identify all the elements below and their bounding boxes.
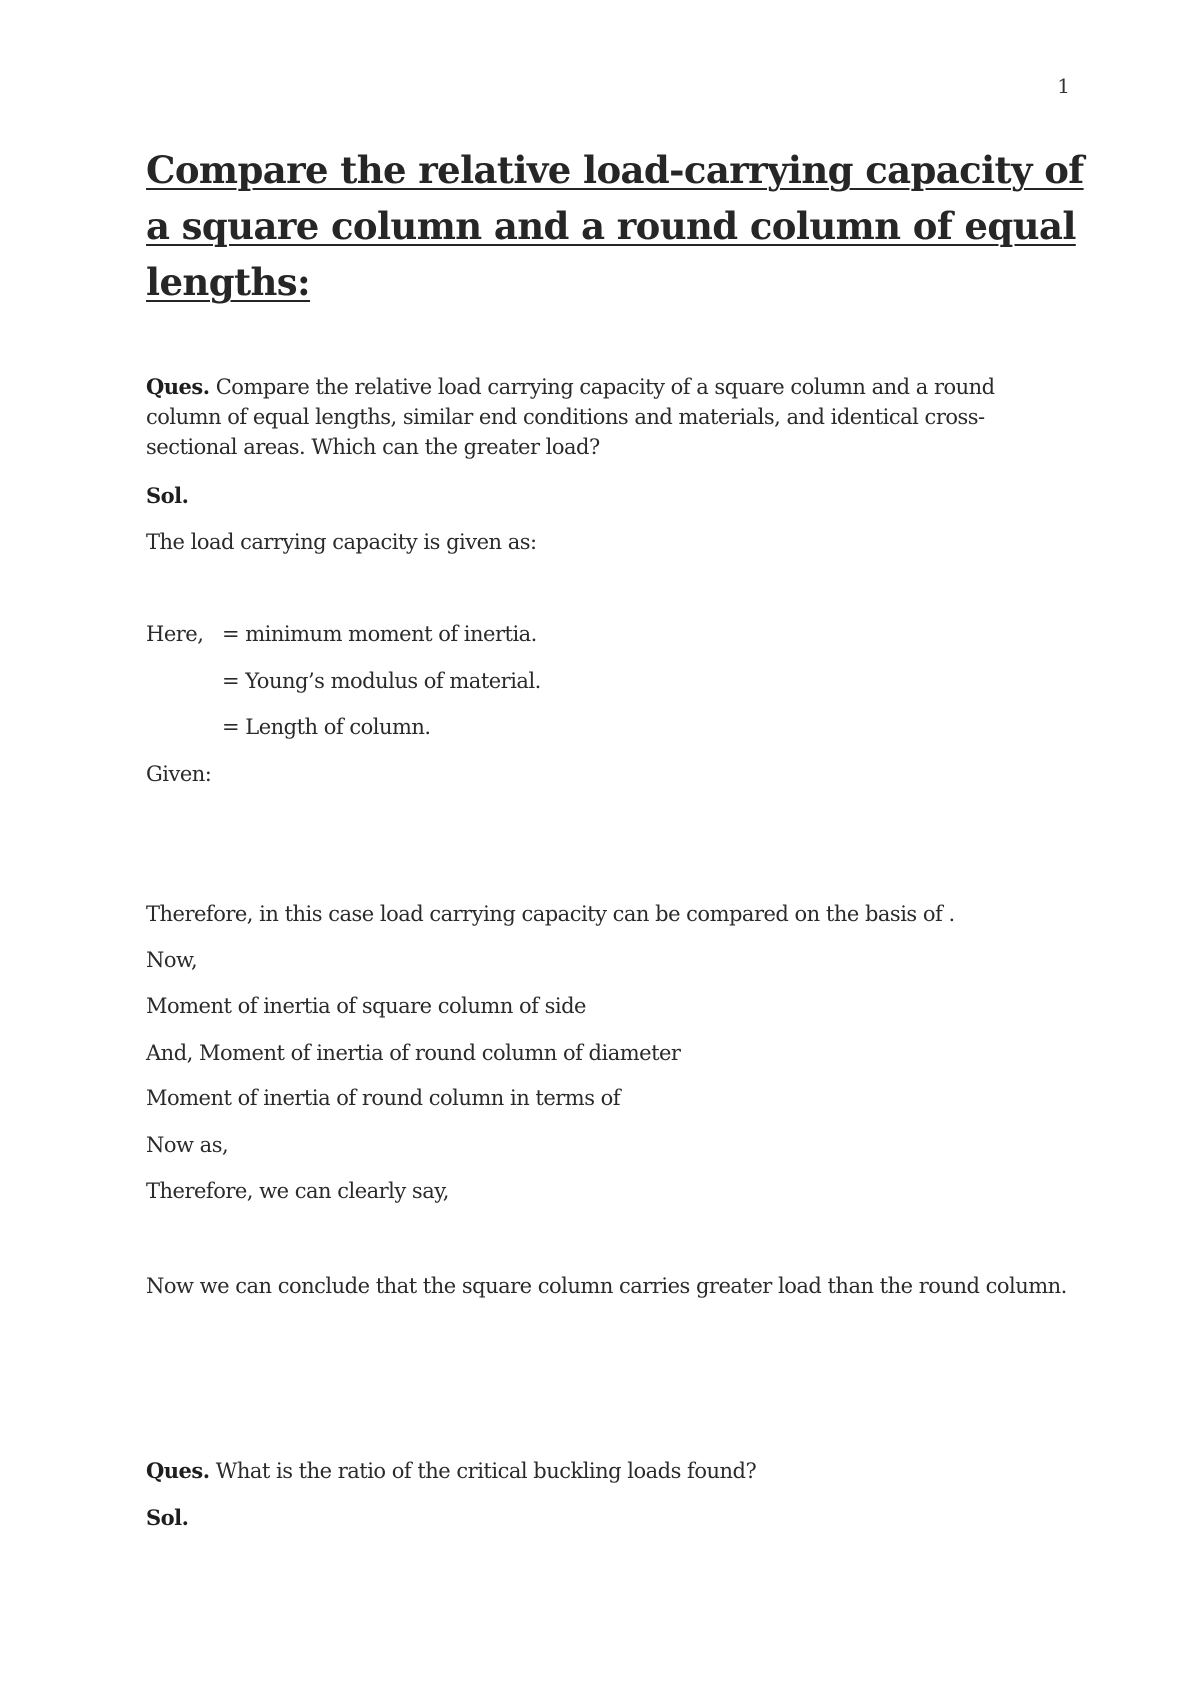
question-2-text: What is the ratio of the critical buckling loads found?	[209, 1459, 757, 1483]
question-2	[146, 1456, 756, 1486]
page-number: 1	[1057, 74, 1070, 98]
given-label: Given:	[146, 762, 212, 786]
moi-square-line: Moment of inertia of square column of side	[146, 994, 586, 1018]
solution-2-label: Sol.	[146, 1505, 189, 1530]
capacity-given-line: The load carrying capacity is given as:	[146, 530, 537, 554]
definition-young-modulus: = Young’s modulus of material.	[222, 669, 541, 693]
question-2-label: Ques.	[146, 1458, 210, 1483]
conclusion-line: Now we can conclude that the square column carries greater load than the round column.	[146, 1274, 1067, 1298]
now-as-line: Now as,	[146, 1133, 229, 1157]
moi-round-line: And, Moment of inertia of round column of diameter	[146, 1041, 681, 1065]
definition-length: = Length of column.	[222, 715, 431, 739]
question-1-label: Ques.	[146, 374, 210, 399]
moi-round-terms-line: Moment of inertia of round column in terms of	[146, 1086, 621, 1110]
definition-inertia: = minimum moment of inertia.	[222, 622, 537, 646]
question-1	[146, 372, 1066, 462]
now-line: Now,	[146, 948, 198, 972]
therefore-basis-line: Therefore, in this case load carrying capacity can be compared on the basis of .	[146, 902, 955, 926]
document-title: Compare the relative load-carrying capacity of a square column and a round column of equal lengths:	[146, 148, 1084, 304]
here-label: Here,	[146, 622, 204, 646]
question-1-text: Compare the relative load carrying capacity of a square column and a round column of equal lengths, similar end conditions and materials, and identical cross-sectional areas. Which can the greater load?	[146, 375, 995, 459]
clearly-say-line: Therefore, we can clearly say,	[146, 1179, 449, 1203]
solution-1-label: Sol.	[146, 483, 189, 508]
